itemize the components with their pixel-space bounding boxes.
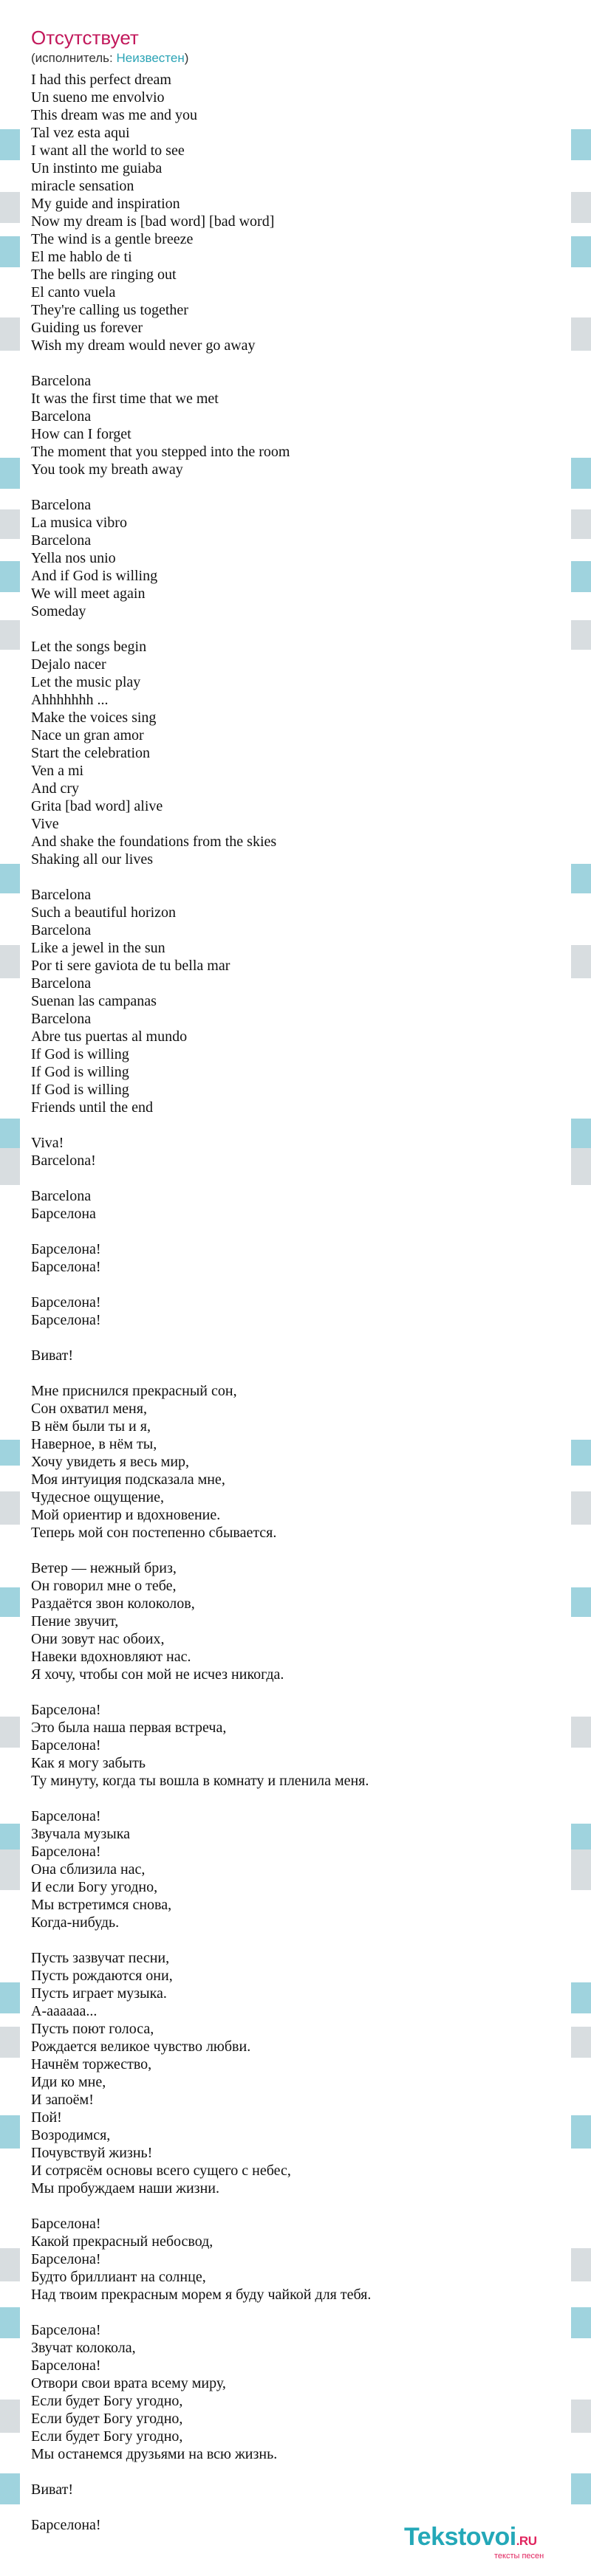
stanza-gap — [31, 2463, 563, 2481]
lyric-line: Start the celebration — [31, 745, 151, 761]
logo-brand-tld: .RU — [516, 2534, 537, 2548]
lyric-line: Барселона! — [31, 1844, 101, 1860]
lyric-line: El canto vuela — [31, 284, 116, 300]
lyric-line: Yella nos unio — [31, 550, 116, 566]
stanza-gap — [31, 1169, 563, 1187]
lyric-line: Such a beautiful horizon — [31, 904, 177, 921]
lyric-line: If God is willing — [31, 1064, 129, 1080]
lyric-line: Barcelona — [31, 497, 92, 513]
stanza-gap — [31, 1329, 563, 1347]
lyric-line: И если Богу угодно, — [31, 1879, 158, 1895]
lyric-line: Vive — [31, 816, 59, 832]
lyric-line: Барселона! — [31, 1241, 101, 1257]
lyric-line: Пение звучит, — [31, 1613, 119, 1629]
lyric-line: Он говорил мне о тебе, — [31, 1578, 177, 1594]
lyric-line: Dejalo nacer — [31, 656, 106, 673]
lyric-line: The wind is a gentle breeze — [31, 231, 194, 247]
lyric-line: Почувствуй жизнь! — [31, 2145, 153, 2161]
lyric-line: И запоём! — [31, 2092, 94, 2108]
lyric-line: Make the voices sing — [31, 710, 157, 726]
lyric-line: You took my breath away — [31, 461, 183, 478]
lyric-line: Like a jewel in the sun — [31, 940, 165, 956]
lyric-line: Barcelona — [31, 1011, 92, 1027]
lyric-line: Над твоим прекрасным морем я буду чайкой для тебя. — [31, 2287, 372, 2303]
lyric-line: Сон охватил меня, — [31, 1401, 147, 1417]
lyric-line: А-аааааа... — [31, 2003, 98, 2019]
artist-link[interactable]: Неизвестен — [116, 51, 185, 65]
lyric-line: Это была наша первая встреча, — [31, 1720, 227, 1736]
lyric-line: Рождается великое чувство любви. — [31, 2039, 251, 2055]
stanza-gap — [31, 868, 563, 886]
lyric-line: Barcelona! — [31, 1153, 96, 1169]
lyric-line: Барселона! — [31, 1702, 101, 1718]
lyric-line: Tal vez esta aqui — [31, 125, 130, 141]
lyric-line: Будто бриллиант на солнце, — [31, 2269, 206, 2285]
lyric-line: Barcelona — [31, 975, 92, 992]
stanza-gap — [31, 1542, 563, 1559]
lyric-line: И сотрясём основы всего сущего с небес, — [31, 2163, 291, 2179]
artist-suffix: ) — [184, 51, 189, 65]
lyric-line: Let the songs begin — [31, 639, 147, 655]
lyric-line: If God is willing — [31, 1046, 129, 1062]
lyric-line: Пусть рождаются они, — [31, 1968, 173, 1984]
lyric-line: Let the music play — [31, 674, 141, 690]
lyric-line: The moment that you stepped into the room — [31, 444, 290, 460]
lyric-line: В нём были ты и я, — [31, 1418, 151, 1435]
lyrics-text — [31, 71, 563, 2534]
lyric-line: Guiding us forever — [31, 320, 143, 336]
lyric-line: Nace un gran amor — [31, 727, 144, 743]
lyric-line: miracle sensation — [31, 178, 134, 194]
lyric-line: Возродимся, — [31, 2127, 111, 2143]
stanza-gap — [31, 1276, 563, 1294]
lyric-line: Начнём торжество, — [31, 2056, 152, 2072]
lyric-line: Если будет Богу угодно, — [31, 2393, 183, 2409]
lyric-line: Наверное, в нём ты, — [31, 1436, 157, 1452]
lyric-line: Она сблизила нас, — [31, 1861, 146, 1878]
lyric-line: Пусть играет музыка. — [31, 1985, 167, 2002]
lyric-line: Какой прекрасный небосвод, — [31, 2233, 213, 2250]
lyric-line: It was the first time that we met — [31, 391, 219, 407]
lyric-line: They're calling us together — [31, 302, 188, 318]
lyric-line: Barcelona — [31, 1188, 92, 1204]
lyric-line: Барселона! — [31, 1259, 101, 1275]
lyric-line: Abre tus puertas al mundo — [31, 1028, 188, 1045]
lyric-line: Мне приснился прекрасный сон, — [31, 1383, 237, 1399]
lyrics-page — [20, 0, 571, 2576]
lyric-line: Мы встретимся снова, — [31, 1897, 172, 1913]
stanza-gap — [31, 1683, 563, 1701]
lyric-line: Я хочу, чтобы сон мой не исчез никогда. — [31, 1666, 284, 1683]
lyric-line: Раздаётся звон колоколов, — [31, 1596, 195, 1612]
lyric-line: This dream was me and you — [31, 107, 197, 123]
lyric-line: Ahhhhhhh ... — [31, 692, 109, 708]
lyric-line: Un sueno me envolvio — [31, 89, 165, 106]
lyric-line: Иди ко мне, — [31, 2074, 106, 2090]
lyric-line: Barcelona — [31, 922, 92, 938]
lyric-line: Grita [bad word] alive — [31, 798, 163, 814]
lyric-line: My guide and inspiration — [31, 196, 180, 212]
stanza-gap — [31, 1116, 563, 1134]
lyric-line: Виват! — [31, 1347, 73, 1364]
lyric-line: Мы останемся друзьями на всю жизнь. — [31, 2446, 278, 2462]
lyric-line: Мы пробуждаем наши жизни. — [31, 2180, 219, 2197]
stanza-gap — [31, 1364, 563, 1382]
lyric-line: Виват! — [31, 2481, 73, 2498]
lyric-line: Пусть поют голоса, — [31, 2021, 154, 2037]
lyric-line: Барселона! — [31, 2517, 101, 2533]
lyric-line: El me hablo de ti — [31, 249, 132, 265]
lyric-line: And shake the foundations from the skies — [31, 834, 277, 850]
lyric-line: Shaking all our lives — [31, 851, 153, 868]
lyric-line: Звучат колокола, — [31, 2340, 136, 2356]
lyric-line: Если будет Богу угодно, — [31, 2411, 183, 2427]
stanza-gap — [31, 2197, 563, 2215]
lyric-line: How can I forget — [31, 426, 131, 442]
lyric-line: Навеки вдохновляют нас. — [31, 1649, 191, 1665]
stanza-gap — [31, 620, 563, 638]
lyric-line: And if God is willing — [31, 568, 158, 584]
lyric-line: Ту минуту, когда ты вошла в комнату и пленила меня. — [31, 1773, 369, 1789]
stanza-gap — [31, 2304, 563, 2321]
lyric-line: Friends until the end — [31, 1099, 153, 1116]
lyric-line: Barcelona — [31, 373, 92, 389]
lyric-line: Wish my dream would never go away — [31, 337, 256, 354]
lyric-line: Барселона! — [31, 2216, 101, 2232]
lyric-line: Барселона! — [31, 1808, 101, 1824]
lyric-line: Барселона — [31, 1206, 96, 1222]
lyric-line: Чудесное ощущение, — [31, 1489, 164, 1505]
stanza-gap — [31, 1790, 563, 1807]
lyric-line: Отвори свои врата всему миру, — [31, 2375, 226, 2391]
lyric-line: Barcelona — [31, 532, 92, 549]
lyric-line: Пой! — [31, 2109, 62, 2126]
stanza-gap — [31, 354, 563, 372]
lyric-line: I want all the world to see — [31, 142, 185, 159]
lyric-line: Viva! — [31, 1135, 64, 1151]
lyric-line: Барселона! — [31, 1312, 101, 1328]
stanza-gap — [31, 1931, 563, 1949]
lyric-line: Как я могу забыть — [31, 1755, 146, 1771]
lyric-line: Ven a mi — [31, 763, 84, 779]
lyric-line: Мой ориентир и вдохновение. — [31, 1507, 221, 1523]
lyric-line: I had this perfect dream — [31, 72, 171, 88]
lyric-line: Por ti sere gaviota de tu bella mar — [31, 958, 230, 974]
lyric-line: Теперь мой сон постепенно сбывается. — [31, 1525, 277, 1541]
lyric-line: Звучала музыка — [31, 1826, 131, 1842]
lyric-line: Пусть зазвучат песни, — [31, 1950, 170, 1966]
lyric-line: Барселона! — [31, 2357, 101, 2374]
logo-brand-name: Tekstovoi — [404, 2523, 516, 2551]
lyric-line: Барселона! — [31, 1294, 101, 1311]
lyric-line: The bells are ringing out — [31, 267, 177, 283]
lyric-line: Они зовут нас обоих, — [31, 1631, 165, 1647]
lyric-line: Если будет Богу угодно, — [31, 2428, 183, 2445]
lyric-line: Моя интуиция подсказала мне, — [31, 1471, 225, 1488]
lyric-line: Когда-нибудь. — [31, 1914, 120, 1931]
lyric-line: We will meet again — [31, 585, 146, 602]
lyric-line: Барселона! — [31, 2251, 101, 2267]
stanza-gap — [31, 1223, 563, 1240]
lyric-line: Someday — [31, 603, 86, 619]
lyric-line: And cry — [31, 780, 79, 797]
artist-line — [31, 51, 188, 66]
logo-slogan: тексты песен — [494, 2552, 544, 2560]
site-logo[interactable] — [404, 2522, 574, 2565]
lyric-line: Barcelona — [31, 887, 92, 903]
lyric-line: La musica vibro — [31, 515, 127, 531]
stanza-gap — [31, 478, 563, 496]
artist-prefix: (исполнитель: — [31, 51, 117, 65]
lyric-line: Хочу увидеть я весь мир, — [31, 1454, 190, 1470]
lyric-line: Барселона! — [31, 2322, 101, 2338]
lyric-line: Барселона! — [31, 1737, 101, 1754]
lyric-line: Barcelona — [31, 408, 92, 425]
lyric-line: Ветер — нежный бриз, — [31, 1560, 177, 1576]
lyric-line: Un instinto me guiaba — [31, 160, 163, 176]
lyric-line: Suenan las campanas — [31, 993, 157, 1009]
stanza-gap — [31, 2498, 563, 2516]
lyric-line: If God is willing — [31, 1082, 129, 1098]
song-title: Отсутствует — [31, 27, 139, 49]
lyric-line: Now my dream is [bad word] [bad word] — [31, 213, 275, 230]
